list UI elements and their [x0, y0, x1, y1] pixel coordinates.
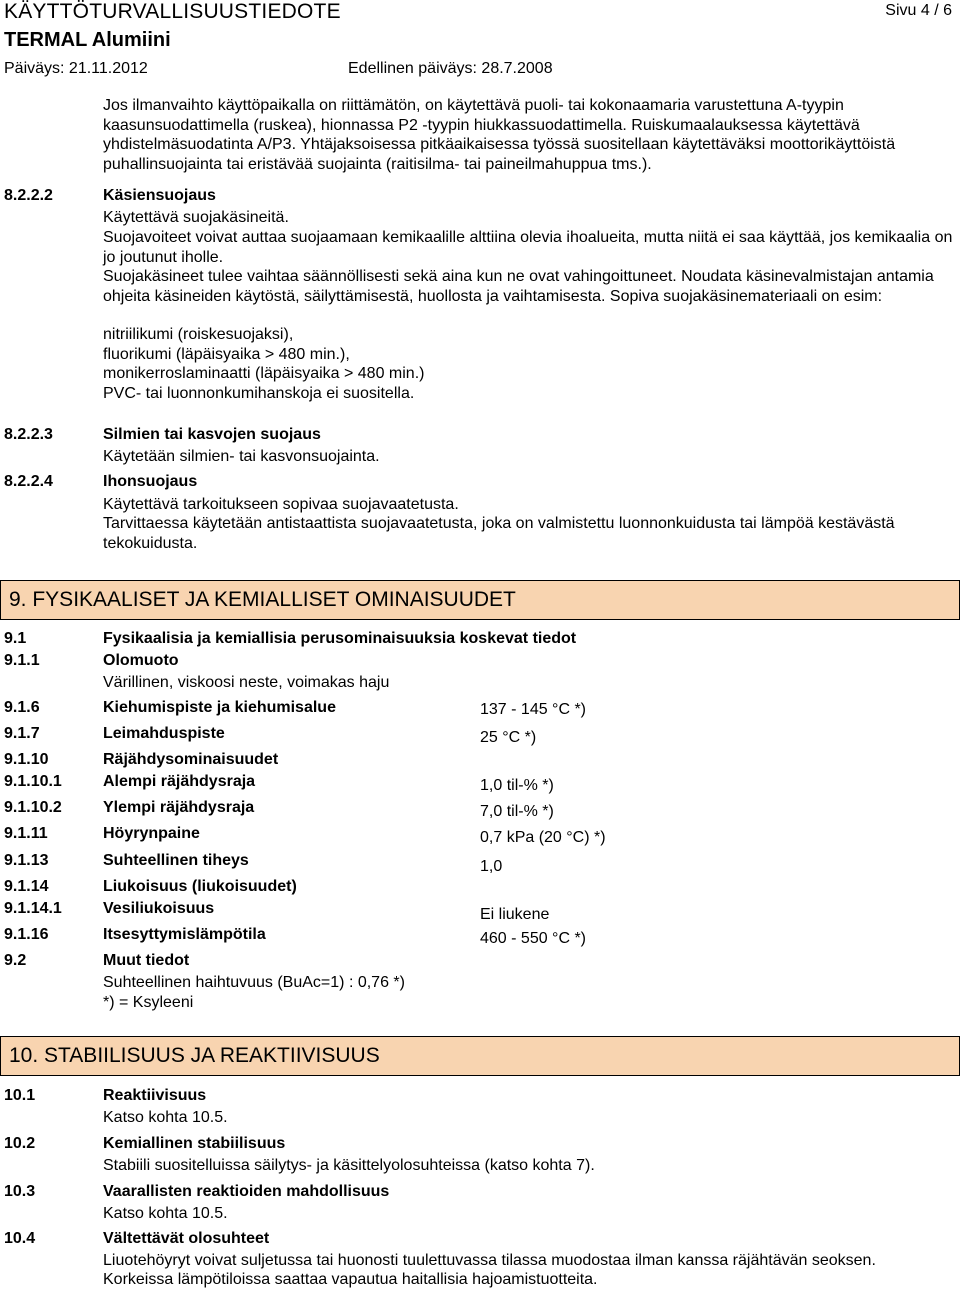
- subsection-title: Vaarallisten reaktioiden mahdollisuus: [103, 1183, 390, 1200]
- property-value: 1,0: [480, 858, 503, 875]
- section-number: 8.2.2.3: [4, 426, 53, 443]
- property-label: Vesiliukoisuus: [103, 900, 215, 917]
- subsection-title: Vältettävät olosuhteet: [103, 1230, 270, 1247]
- product-name: TERMAL Alumiini: [4, 29, 171, 51]
- property-value: 0,7 kPa (20 °C) *): [480, 829, 606, 846]
- property-label: *) = Ksyleeni: [103, 994, 194, 1011]
- section-title-skin-protection: Ihonsuojaus: [103, 473, 198, 490]
- issue-date: Päiväys: 21.11.2012: [4, 60, 148, 77]
- paragraph: Suojavoiteet voivat auttaa suojaamaan kemikaalille alttiina olevia ihoalueita, mutta niitä ei saa käyttää, jos kemikaalia on jo joutunut iholle.: [103, 229, 953, 266]
- property-number: 9.1.13: [4, 852, 49, 869]
- subsection-number: 10.3: [4, 1183, 36, 1200]
- subsection-title: Kemiallinen stabiilisuus: [103, 1135, 286, 1152]
- page-number: Sivu 4 / 6: [885, 2, 952, 19]
- property-label: Räjähdysominaisuudet: [103, 751, 279, 768]
- property-label: Ylempi räjähdysraja: [103, 799, 255, 816]
- section-number: 8.2.2.2: [4, 187, 53, 204]
- section-title-eye-protection: Silmien tai kasvojen suojaus: [103, 426, 321, 443]
- property-number: 9.2: [4, 952, 27, 969]
- property-number: 9.1.10.2: [4, 799, 62, 816]
- property-value: 137 - 145 °C *): [480, 701, 587, 718]
- property-number: 9.1.10: [4, 751, 49, 768]
- property-number: 9.1.10.1: [4, 773, 62, 790]
- subsection-number: 10.2: [4, 1135, 36, 1152]
- paragraph: Tarvittaessa käytetään antistaattista suojavaatetusta, joka on valmistettu luonnonkuidusta tai lämpöä kestävästä tekokuidusta.: [103, 515, 895, 552]
- property-label: Värillinen, viskoosi neste, voimakas haju: [103, 674, 390, 691]
- subsection-number: 10.1: [4, 1087, 36, 1104]
- respiratory-protection-text: Jos ilmanvaihto käyttöpaikalla on riittämätön, on käytettävä puoli- tai kokonaamaria varustettuna A-tyypin kaasunsuodattimella (ruskea), hionnassa P2 -tyypin hiukkassuodattimella. Ruiskumaalauksessa käytettävä yhdistelmäsuodatinta A/P3. Yhtäjaksoisessa pitkäaikaisessa työssä suositellaan käytettäväksi moottorikäyttöistä puhallinsuojainta tai eristävää suojainta (raitisilma- tai paineilmahuppua tms.).: [103, 97, 896, 173]
- subsection-text: Katso kohta 10.5.: [103, 1205, 228, 1222]
- subsection-number: 10.4: [4, 1230, 36, 1247]
- property-label: Höyrynpaine: [103, 825, 200, 842]
- property-label: Suhteellinen tiheys: [103, 852, 249, 869]
- section-heading-10: 10. STABIILISUUS JA REAKTIIVISUUS: [0, 1036, 960, 1076]
- property-number: 9.1.1: [4, 652, 40, 669]
- property-label: Leimahduspiste: [103, 725, 225, 742]
- property-value: Ei liukene: [480, 906, 550, 923]
- section-heading-9: 9. FYSIKAALISET JA KEMIALLISET OMINAISUUDET: [0, 580, 960, 620]
- property-label: Olomuoto: [103, 652, 179, 669]
- document-title: KÄYTTÖTURVALLISUUSTIEDOTE: [4, 0, 341, 23]
- property-number: 9.1.14.1: [4, 900, 62, 917]
- property-label: Kiehumispiste ja kiehumisalue: [103, 699, 336, 716]
- property-number: 9.1.7: [4, 725, 40, 742]
- subsection-text: Liuotehöyryt voivat suljetussa tai huonosti tuulettuvassa tilassa muodostaa ilman kanssa räjähtävän seoksen.: [103, 1252, 876, 1269]
- property-label: Muut tiedot: [103, 952, 190, 969]
- subsection-text: Korkeissa lämpötiloissa saattaa vapautua haitallisia hajoamistuotteita.: [103, 1271, 598, 1288]
- property-label: Alempi räjähdysraja: [103, 773, 256, 790]
- property-label: Itsesyttymislämpötila: [103, 926, 266, 943]
- paragraph-line: nitriilikumi (roiskesuojaksi),: [103, 326, 294, 343]
- paragraph-line: Käytettävä tarkoitukseen sopivaa suojavaatetusta.: [103, 496, 459, 513]
- property-label: Fysikaalisia ja kemiallisia perusominaisuuksia koskevat tiedot: [103, 630, 577, 647]
- property-number: 9.1.11: [4, 825, 48, 842]
- paragraph-line: Käytettävä suojakäsineitä.: [103, 209, 289, 226]
- subsection-text: Katso kohta 10.5.: [103, 1109, 228, 1126]
- section-number: 8.2.2.4: [4, 473, 53, 490]
- subsection-title: Reaktiivisuus: [103, 1087, 207, 1104]
- section-title-hand-protection: Käsiensuojaus: [103, 187, 216, 204]
- property-number: 9.1.14: [4, 878, 49, 895]
- property-value: 25 °C *): [480, 729, 537, 746]
- property-value: 460 - 550 °C *): [480, 930, 587, 947]
- property-label: Suhteellinen haihtuvuus (BuAc=1) : 0,76 *): [103, 974, 405, 991]
- paragraph-line: Käytetään silmien- tai kasvonsuojainta.: [103, 448, 380, 465]
- paragraph: Suojakäsineet tulee vaihtaa säännöllisesti sekä aina kun ne ovat vahingoittuneet. Noudata käsinevalmistajan antamia ohjeita käsineiden käytöstä, säilyttämisestä, huollosta ja vaihtamisesta. Sopiva suojakäsinemateriaali on esim:: [103, 268, 934, 305]
- previous-date: Edellinen päiväys: 28.7.2008: [348, 60, 553, 77]
- paragraph-line: PVC- tai luonnonkumihanskoja ei suositella.: [103, 385, 415, 402]
- property-number: 9.1: [4, 630, 27, 647]
- property-value: 7,0 til-% *): [480, 803, 554, 820]
- paragraph-line: fluorikumi (läpäisyaika > 480 min.),: [103, 346, 350, 363]
- property-label: Liukoisuus (liukoisuudet): [103, 878, 297, 895]
- property-value: 1,0 til-% *): [480, 777, 554, 794]
- subsection-text: Stabiili suositelluissa säilytys- ja käsittelyolosuhteissa (katso kohta 7).: [103, 1157, 595, 1174]
- paragraph-line: monikerroslaminaatti (läpäisyaika > 480 min.): [103, 365, 425, 382]
- property-number: 9.1.6: [4, 699, 40, 716]
- property-number: 9.1.16: [4, 926, 49, 943]
